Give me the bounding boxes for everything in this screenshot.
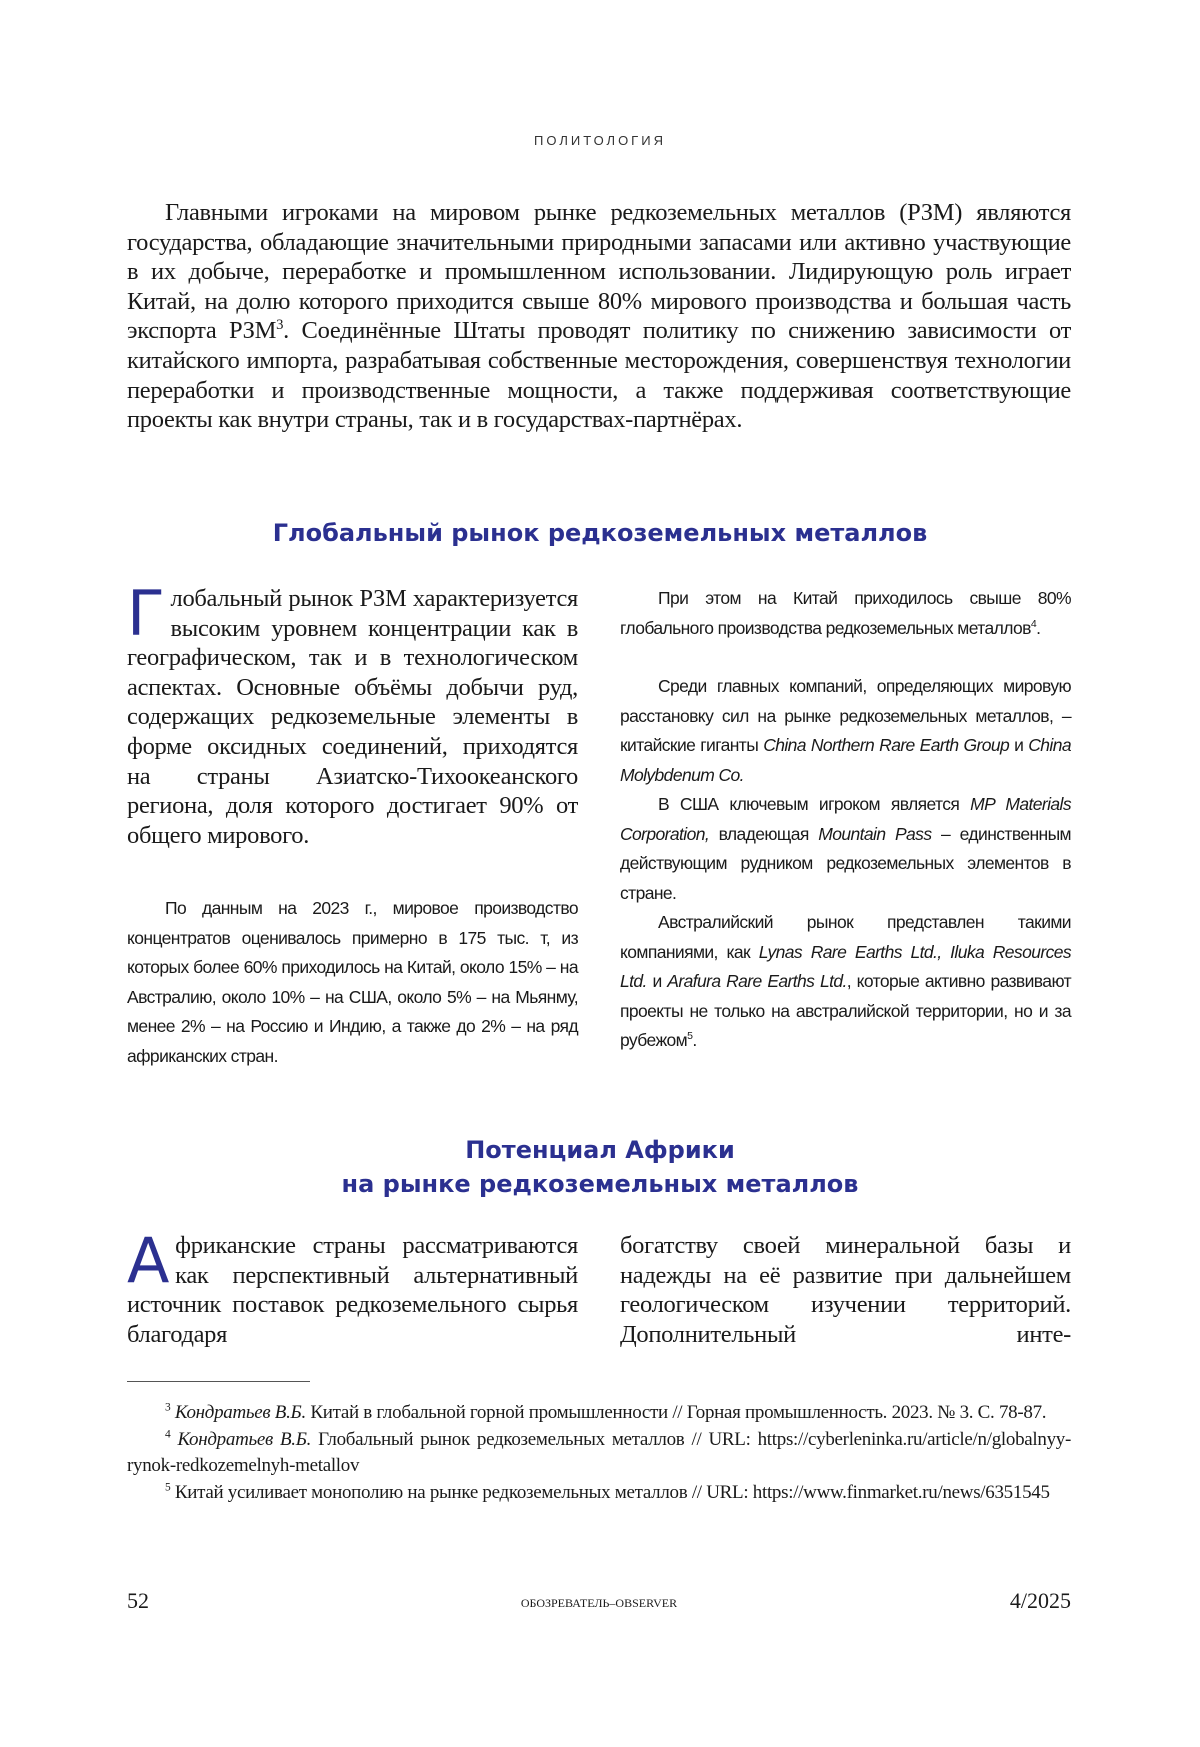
text: и [647,971,668,991]
drop-cap: Г [127,588,165,640]
production-paragraph: По данным на 2023 г., мировое производство концентратов оценивалось примерно в 175 тыс. т, из которых более 60% приходилось на Китай, около 15% – на Австралию, около 10% – на США, около 5% – на Мьянму, менее 2% – на Россию и Индию, а также до 2% – на ряд африканских стран. [127,894,578,1071]
company-name: China Molybdenum Co. [620,735,1071,785]
text: В США ключевым игроком является [658,794,970,814]
china-paragraph: При этом на Китай приходилось свыше 80% глобального производства редкоземельных металлов4. [620,584,1071,643]
lead-text: фриканские страны рассматриваются как перспективный альтернативный источник поставок редкоземельного сырья благодаря [127,1232,578,1348]
mine-name: Mountain Pass [818,824,931,844]
lead-paragraph [127,584,578,850]
intro-text-after: . Соединённые Штаты проводят политику по снижению зависимости от китайского импорта, разрабатывая собственные месторождения, совершенствуя технологии переработки и производственные мощности, а также поддерживая соответствующие проекты как внутри страны, так и в государствах-партнёрах. [127,317,1071,433]
footnote-author: Кондратьев В.Б. [177,1429,311,1450]
text: Среди главных компаний, определяющих мировую расстановку сил на рынке редкоземельных металлов, – китайские гиганты [620,676,1071,755]
footnote-3 [127,1400,1071,1427]
africa-continued-paragraph: богатству своей минеральной базы и надежды на её развитие при дальнейшем геологическом изучении территорий. Дополнительный инте- [620,1231,1071,1349]
footnote-ref[interactable]: 5 [687,1030,692,1042]
company-name: China Northern Rare Earth Group [763,735,1009,755]
issue-number: 4/2025 [1010,1588,1071,1614]
footnotes [127,1400,1071,1506]
section-heading-africa [0,1133,1200,1201]
journal-name: ОБОЗРЕВАТЕЛЬ–OBSERVER [127,1596,1071,1611]
section1-left-column [127,584,578,1071]
section2-left-column [127,1231,578,1349]
intro-text-before: Главными игроками на мировом рынке редкоземельных металлов (РЗМ) являются государства, обладающие значительными природными запасами или активно участвующие в их добыче, переработке и промышленном использовании. Лидирующую роль играет Китай, на долю которого приходится свыше 80% мирового производства и большая часть экспорта РЗМ [127,199,1071,344]
usa-paragraph [620,790,1071,908]
lead-text: лобальный рынок РЗМ характеризуется высоким уровнем концентрации как в географическом, так и в технологическом аспектах. Основные объёмы добычи руд, содержащих редкоземельные элементы в форме оксидных соединений, приходятся на страны Азиатско-Тихоокеанского региона, доля которого достигает 90% от общего мирового. [127,585,578,849]
footnote-ref[interactable]: 4 [1031,618,1036,630]
footnote-4 [127,1427,1071,1480]
footnote-number: 5 [165,1481,170,1493]
footnote-ref[interactable]: 3 [276,317,283,333]
page-number: 52 [127,1588,149,1614]
australia-paragraph: Австралийский рынок представлен такими компаниями, как Lynas Rare Earths Ltd., Iluka Resources Ltd. и Arafura Rare Earths Ltd., которые активно развивают проекты не только на австралийской территории, но и за рубежом5. [620,908,1071,1056]
section-heading-global-market: Глобальный рынок редкоземельных металлов [0,516,1200,550]
footnote-5 [127,1480,1071,1507]
company-name: Lynas Rare Earths Ltd., Iluka Resources Ltd. [620,942,1071,992]
africa-lead-paragraph [127,1231,578,1349]
text: и [1009,735,1028,755]
text: , которые активно развивают проекты не только на австралийской территории, но и за рубежом [620,971,1071,1050]
heading-line: на рынке редкоземельных металлов [342,1170,859,1198]
text: владеющая [709,824,818,844]
running-head: ПОЛИТОЛОГИЯ [0,133,1200,148]
companies-paragraph [620,672,1071,790]
footnote-number: 4 [165,1428,170,1440]
company-name: MP Materials Corporation, [620,794,1071,844]
footnote-link-text[interactable]: Глобальный рынок редкоземельных металлов // URL: https://cyberleninka.ru/article/n/globalnyy-rynok-redkozemelnyh-metallov [127,1429,1071,1477]
text: – единственным действующим рудником редкоземельных элементов в стране. [620,824,1071,903]
footnote-text: Китай в глобальной горной промышленности // Горная промышленность. 2023. № 3. С. 78-87. [306,1402,1046,1423]
section2-right-column [620,1231,1071,1349]
drop-cap: А [127,1235,169,1287]
section1-right-column [620,584,1071,1056]
text: Австралийский рынок представлен такими компаниями, как [620,912,1071,962]
text: При этом на Китай приходилось свыше 80% глобального производства редкоземельных металлов [620,588,1071,638]
footnote-divider [127,1381,310,1382]
footnote-number: 3 [165,1402,170,1414]
heading-line: Потенциал Африки [465,1136,735,1164]
company-name: Arafura Rare Earths Ltd. [667,971,846,991]
intro-paragraph [127,198,1071,435]
footnote-link-text[interactable]: Китай усиливает монополию на рынке редкоземельных металлов // URL: https://www.finmarket.ru/news/6351545 [175,1482,1050,1503]
footnote-author: Кондратьев В.Б. [175,1402,306,1423]
